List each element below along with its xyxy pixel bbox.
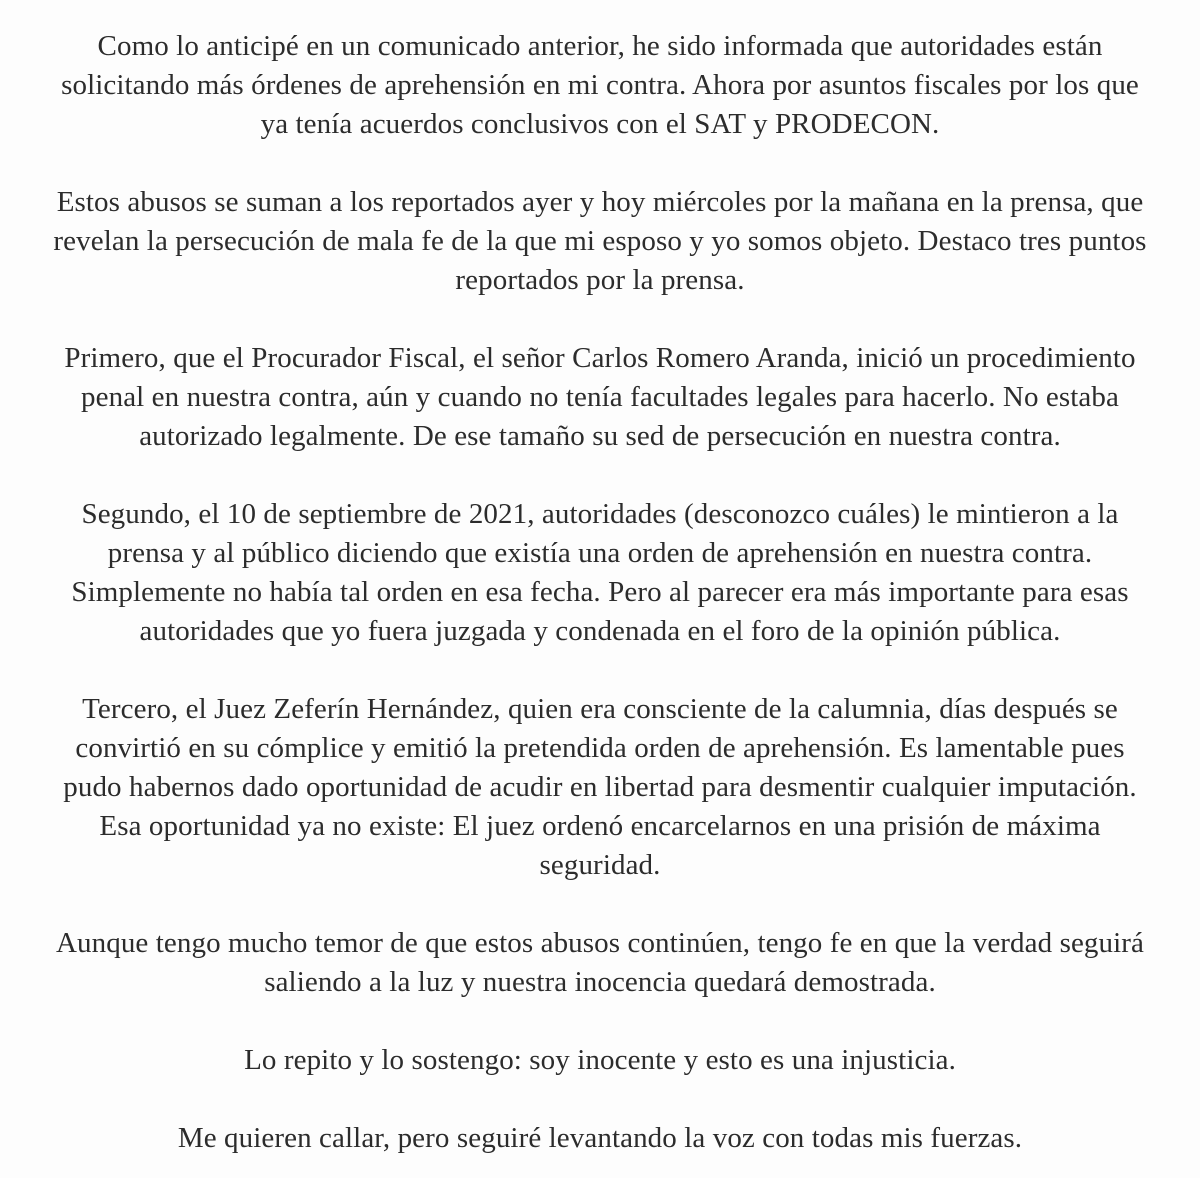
statement-paragraph-3: Primero, que el Procurador Fiscal, el señor Carlos Romero Aranda, inició un procedimiento penal en nuestra contra, aún y cuando no tenía facultades legales para hacerlo. No estaba autorizado legalmente. De ese tamaño su sed de persecución en nuestra contra.	[64, 342, 1136, 452]
statement-paragraph-2: Estos abusos se suman a los reportados ayer y hoy miércoles por la mañana en la prensa, que revelan la persecución de mala fe de la que mi esposo y yo somos objeto. Destaco tres puntos reportados por la prensa.	[53, 186, 1147, 296]
statement-paragraph-8: Me quieren callar, pero seguiré levantando la voz con todas mis fuerzas.	[177, 1122, 1023, 1154]
statement-paragraph-7: Lo repito y lo sostengo: soy inocente y esto es una injusticia.	[244, 1044, 956, 1076]
statement-paragraph-1: Como lo anticipé en un comunicado anterior, he sido informada que autoridades están solicitando más órdenes de aprehensión en mi contra. Ahora por asuntos fiscales por los que ya tenía acuerdos conclusivos con el SAT y PRODECON.	[61, 30, 1139, 140]
statement-paragraph-6: Aunque tengo mucho temor de que estos abusos continúen, tengo fe en que la verdad seguirá saliendo a la luz y nuestra inocencia quedará demostrada.	[55, 927, 1145, 998]
statement-body	[45, 27, 1155, 1158]
statement-paragraph-5: Tercero, el Juez Zeferín Hernández, quien era consciente de la calumnia, días después se convirtió en su cómplice y emitió la pretendida orden de aprehensión. Es lamentable pues pudo habernos dado oportunidad de acudir en libertad para desmentir cualquier imputación. Esa oportunidad ya no existe: El juez ordenó encarcelarnos en una prisión de máxima seguridad.	[63, 693, 1137, 881]
statement-paragraph-4: Segundo, el 10 de septiembre de 2021, autoridades (desconozco cuáles) le mintieron a la prensa y al público diciendo que existía una orden de aprehensión en nuestra contra. Simplemente no había tal orden en esa fecha. Pero al parecer era más importante para esas autoridades que yo fuera juzgada y condenada en el foro de la opinión pública.	[71, 498, 1129, 647]
